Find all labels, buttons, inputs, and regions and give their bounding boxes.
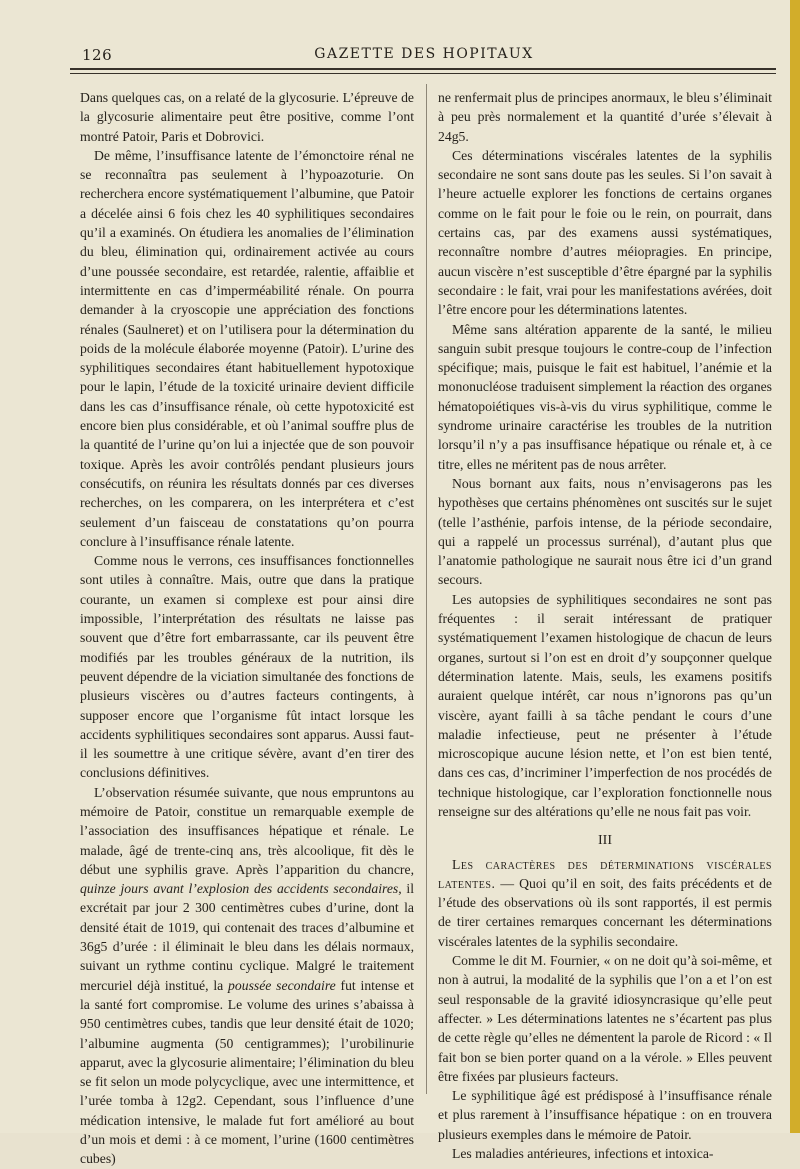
header-rule-thin (70, 73, 776, 74)
page-number: 126 (82, 46, 113, 64)
section-number: III (598, 833, 612, 849)
paragraph: De même, l’insuffisance latente de l’émonctoire rénal ne se reconnaîtra pas seulement à l’hypoazoturie. On recherchera encore systématiquement l’albumine, que Patoir a décelée ainsi 6 fois chez les 40 syphilitiques secondaires qu’il a examinés. On étudiera les anomalies de l’élimination du bleu, élimination qui, ordinairement activée au cours d’une poussée secondaire, est retardée, ralentie, affaiblie et intermittente en cas d’imperméabilité rénale. On pourra demander à la cryoscopie une appréciation des fonctions rénales (Saulneret) et on l’utilisera pour la détermination du poids de la molécule élaborée moyenne (Patoir). L’urine des syphilitiques secondaires étant habituellement hypotoxique pour le lapin, l’étude de la toxicité urinaire devient difficile dans les cas d’insuffisance rénale, où cette hypotoxicité est encore bien plus considérable, et où l’animal souffre plus de la quantité de l’urine qu’on lui a injectée que de son pouvoir toxique. Après les avoir contrôlés pendant plusieurs jours consécutifs, on réunira les résultats donnés par ces diverses recherches, on les comparera, on les interprétera et c’est seulement d’un faisceau de constatations qu’on pourra conclure à l’insuffisance rénale latente. (80, 147, 414, 549)
observation-text: fut intense et la santé fort compromise. Le volume des urines s’abaissa à 950 centimètres cubes, tandis que leur densité était de 1020; l’albumine augmenta (50 centigrammes); l’urobilinurie apparut, avec la glycosurie alimentaire; l’élimination du bleu se fit selon un mode polycyclique, avec une intermittence, et l’urée tomba à 12g2. Cependant, sous l’influence d’une médication intensive, le malade fut fort amélioré au bout d’un mois et demi : à ce moment, l’urine (1600 centimètres cubes) (80, 977, 414, 1167)
paragraph: Le syphilitique âgé est prédisposé à l’insuffisance rénale et plus rarement à l’insuffisance hépatique : on en trouvera plusieurs exemples dans le mémoire de Patoir. (438, 1088, 772, 1142)
column-divider (426, 84, 427, 1094)
observation-paragraph (80, 783, 414, 1169)
paragraph: Même sans altération apparente de la santé, le milieu sanguin subit presque toujours le contre-coup de l’infection spécifique; mais, puisque le fait est habituel, l’anémie et la mononucléose traduisent simplement la réaction des organes hématopoiétiques vis-à-vis du virus syphilitique, comme le syndrome urinaire caractérise les troubles de la nutrition lorsqu’il n’y a pas insuffisance hépatique ou rénale et, à ce titre, elles ne méritent pas de nous arrêter. (438, 321, 772, 472)
section-paragraph (438, 855, 772, 951)
observation-italic: quinze jours avant l’explosion des accidents secondaires (80, 881, 399, 897)
section-heading: Les caractères des déterminations viscérales latentes. (438, 856, 772, 891)
observation-text: L’observation résumée suivante, que nous empruntons au mémoire de Patoir, constitue un remarquable exemple de l’association des insuffisances hépatique et rénale. Le malade, âgé de trente-cinq ans, très alcoolique, fit dès le début une syphilis grave. Après l’apparition du chancre, (80, 784, 414, 877)
paragraph: Les autopsies de syphilitiques secondaires ne sont pas fréquentes : il serait intéressant de pratiquer systématiquement l’examen histologique de chacun de leurs organes, surtout si l’on est en droit d’y soupçonner quelque détermination latente. Mais, seuls, les examens positifs auraient quelque intérêt, car nous n’ignorons pas qu’un viscère, ayant failli à sa tâche pendant le cours d’une maladie infectieuse, peut ne présenter à l’étude microscopique aucune lésion nette, et l’on est bien tenté, dans ces cas, d’incriminer l’imperfection de nos procédés de technique histologique, car l’exploration fonctionnelle nous renseigne sur des altérations qu’elle ne nous fait pas voir. (438, 591, 772, 819)
paragraph: ne renfermait plus de principes anormaux, le bleu s’éliminait à peu près normalement et la quantité d’urée s’élevait à 24g5. (438, 90, 772, 144)
paragraph: Comme le dit M. Fournier, « on ne doit qu’à soi-même, et non à autrui, la modalité de la syphilis que l’on a et l’on est seul responsable de la gravité idiosyncrasique qu’elle peut affecter. » Les déterminations latentes ne s’écartent pas plus de cette règle qu’elles ne démentent la parole de Ricord : « Il fait bon se bien porter quand on a la vérole. » Elles peuvent être fixées par plusieurs facteurs. (438, 953, 772, 1084)
section-intro: — Quoi qu’il en soit, des faits précédents et de l’étude des observations où ils sont rapportés, il est permis de tirer certaines remarques concernant les déterminations viscérales latentes de la syphilis secondaire. (438, 875, 772, 949)
right-column (438, 88, 772, 1163)
paragraph: Comme nous le verrons, ces insuffisances fonctionnelles sont utiles à connaître. Mais, outre que dans la pratique courante, un examen si complexe est pour ainsi dire impossible, l’interprétation des résultats ne laisse pas souvent que d’être fort embarrassante, car ils peuvent être modifiés par les troubles généraux de la nutrition, ils peuvent dépendre de la viciation simultanée des fonctions de plusieurs viscères ou d’autres facteurs contingents, à supposer encore que l’organisme fût intact lorsque les accidents syphilitiques secondaires sont apparus. Aussi faut-il les soumettre à une critique sévère, avant d’en tirer des conclusions définitives. (80, 553, 414, 781)
paragraph: Les maladies antérieures, infections et intoxica- (452, 1146, 714, 1162)
running-title: GAZETTE DES HOPITAUX (314, 46, 534, 62)
paragraph: Dans quelques cas, on a relaté de la glycosurie. L’épreuve de la glycosurie alimentaire peut être positive, comme l’ont montré Patoir, Paris et Dobrovici. (80, 90, 414, 144)
header-rule-thick (70, 68, 776, 70)
page-edge (790, 0, 800, 1133)
observation-text: , il excrétait par jour 2 300 centimètres cubes d’urine, dont la densité était de 1019, qui contenait des traces d’albumine et 36g5 d’urée : il éliminait le bleu dans les délais normaux, suivant un rythme continu cyclique. Malgré le traitement mercuriel déjà institué, la (80, 881, 414, 993)
observation-italic: poussée secondaire (228, 977, 336, 993)
page-header (68, 46, 780, 68)
paragraph: Nous bornant aux faits, nous n’envisagerons pas les hypothèses que certains phénomènes ont suscités sur le sujet (telle l’asthénie, parfois intense, de la période secondaire, qui a rappelé un processus surrénal), d’autant plus que l’anatomie pathologique ne saurait nous être ici d’un grand secours. (438, 475, 772, 588)
paragraph: Ces déterminations viscérales latentes de la syphilis secondaire ne sont sans doute pas les seules. Si l’on savait à l’heure actuelle explorer les fonctions de certains organes comme on le fait pour le foie ou le rein, on pourrait, dans certains cas, par des examens aussi systématiques, reconnaître nombre d’autres méiopragies. En principe, aucun viscère n’est susceptible d’être épargné par la syphilis secondaire : le fait, vrai pour les manifestations avérées, doit l’être encore pour les déterminations latentes. (438, 147, 772, 318)
left-column (80, 88, 414, 1169)
